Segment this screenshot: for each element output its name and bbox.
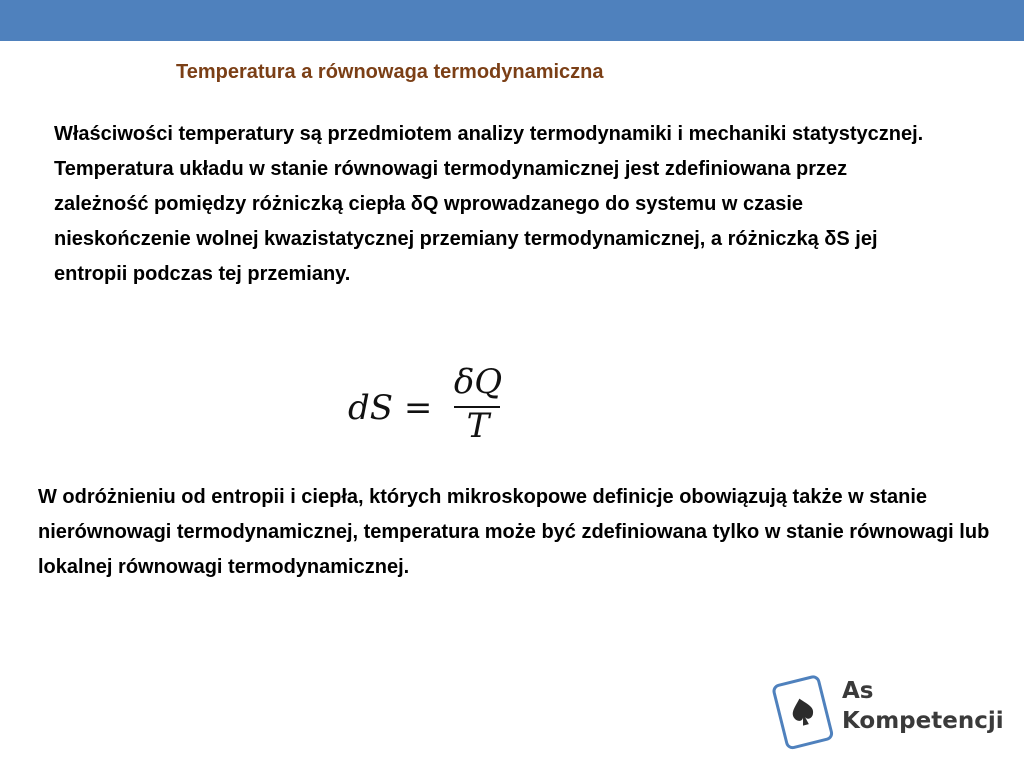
formula-denominator: T bbox=[466, 406, 490, 446]
spade-card-icon bbox=[770, 668, 840, 758]
formula-lhs: dS = bbox=[348, 388, 433, 428]
entropy-formula bbox=[348, 362, 508, 448]
formula-numerator: δQ bbox=[453, 362, 503, 402]
logo-line-1: As bbox=[842, 678, 874, 704]
top-bar bbox=[0, 0, 1024, 41]
logo-line-2: Kompetencji bbox=[842, 708, 1004, 734]
paragraph-nonequilibrium: W odróżnieniu od entropii i ciepła, których mikroskopowe definicje obowiązują także w stanie nierównowagi termodynamicznej, temperatura może być zdefiniowana tylko w stanie równowagi lub lokalnej równowagi termodynamicznej. bbox=[38, 486, 990, 578]
logo-text bbox=[842, 676, 1004, 736]
paragraph-temperature-properties: Właściwości temperatury są przedmiotem analizy termodynamiki i mechaniki statystycznej. Temperatura układu w stanie równowagi termodynamicznej jest zdefiniowana przez zależność pomiędzy różniczką ciepła δQ wprowadzanego do systemu w czasie nieskończenie wolnej kwazistatycznej przemiany termodynamicznej, a różniczką δS jej entropii podczas tej przemiany. bbox=[54, 123, 924, 285]
slide-title: Temperatura a równowaga termodynamiczna bbox=[176, 61, 604, 83]
logo bbox=[770, 668, 1010, 758]
